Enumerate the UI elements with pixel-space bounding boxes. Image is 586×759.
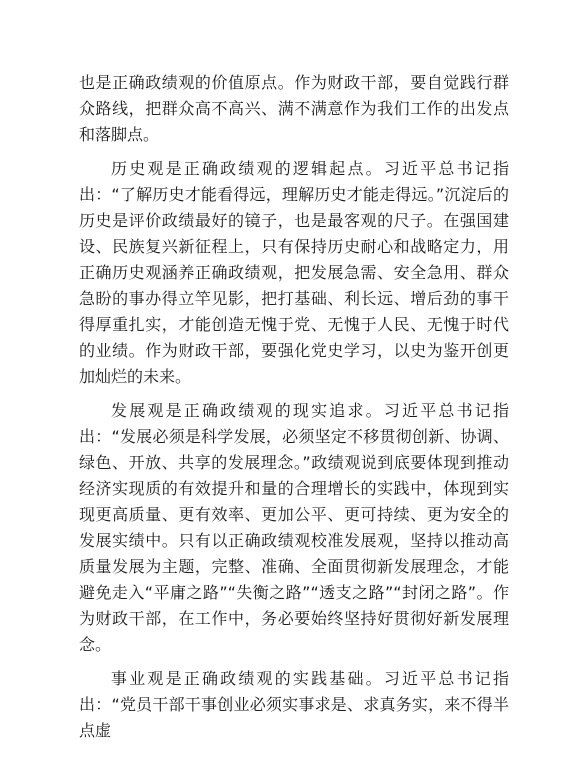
paragraph-career-view: 事业观是正确政绩观的实践基础。习近平总书记指出：“党员干部干事创业必须实事求是、求真务实，来不得半点虚: [79, 669, 509, 740]
paragraph-development-view: 发展观是正确政绩观的现实追求。习近平总书记指出：“发展必须是科学发展，必须坚定不移贯彻创新、协调、绿色、开放、共享的发展理念。”政绩观说到底要体现到推动经济实现质的有效提升和量的合理增长的实践中，体现到实现更高质量、更有效率、更加公平、更可持续、更为安全的发展实绩中。只有以正确政绩观校准发展观，坚持以推动高质量发展为主题，完整、准确、全面贯彻新发展理念，才能避免走入“平庸之路”“失衡之路”“透支之路”“封闭之路”。作为财政干部，在工作中，务必要始终坚持好贯彻好新发展理念。: [79, 401, 509, 654]
paragraph-continuation: 也是正确政绩观的价值原点。作为财政干部，要自觉践行群众路线，把群众高不高兴、满不满意作为我们工作的出发点和落脚点。: [79, 73, 509, 144]
paragraph-history-view: 历史观是正确政绩观的逻辑起点。习近平总书记指出：“了解历史才能看得远，理解历史才能走得远。”沉淀后的历史是评价政绩最好的镜子，也是最客观的尺子。在强国建设、民族复兴新征程上，只有保持历史耐心和战略定力，用正确历史观涵养正确政绩观，把发展急需、安全急用、群众急盼的事办得立竿见影，把打基础、利长远、增后劲的事干得厚重扎实，才能创造无愧于党、无愧于人民、无愧于时代的业绩。作为财政干部，要强化党史学习，以史为鉴开创更加灿烂的未来。: [79, 159, 509, 386]
document-body: [79, 70, 509, 752]
